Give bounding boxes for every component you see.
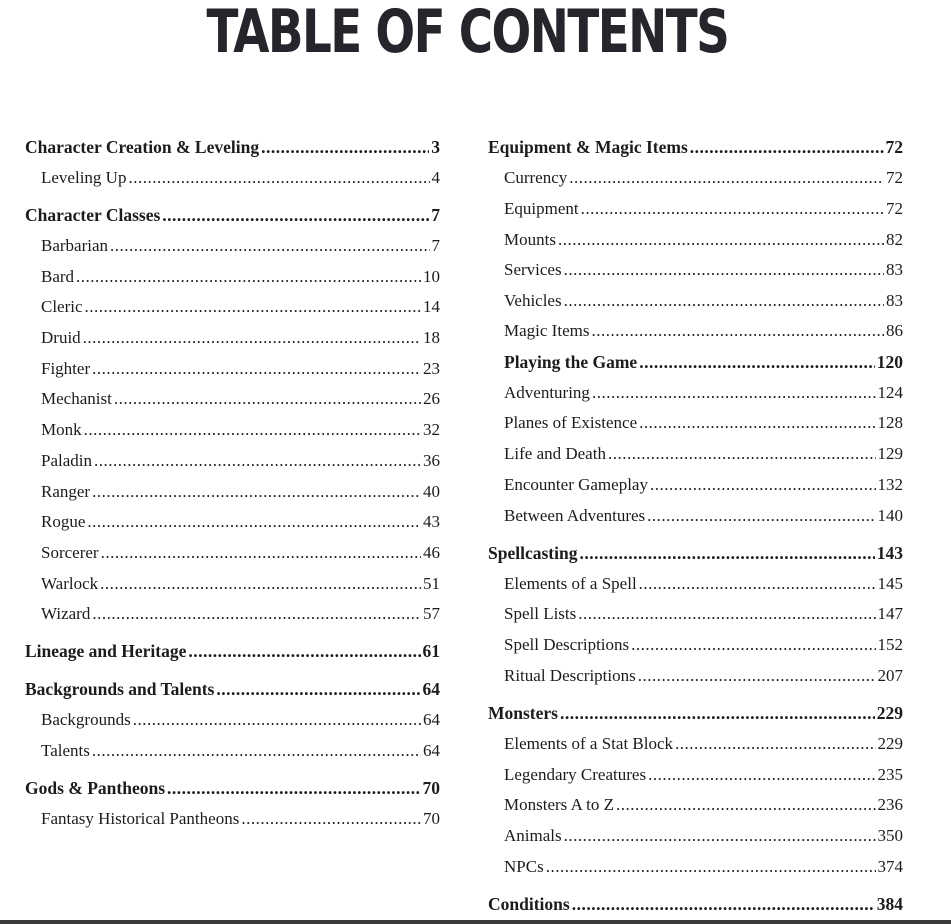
toc-entry-page-number: 4 [431, 168, 440, 187]
toc-subsection-entry[interactable] [25, 358, 440, 380]
toc-subsection-entry[interactable] [488, 290, 903, 312]
dot-leader [592, 382, 876, 404]
dot-leader [579, 542, 874, 564]
dot-leader [92, 358, 421, 380]
toc-entry-label: Gods & Pantheons [25, 778, 166, 798]
toc-entry-label: Paladin [41, 451, 92, 470]
toc-subsection-entry[interactable] [488, 733, 903, 755]
toc-subsection-entry[interactable] [488, 474, 903, 496]
toc-entry-page-number: 147 [877, 604, 903, 623]
bottom-divider [0, 920, 951, 924]
toc-entry-page-number: 86 [886, 321, 903, 340]
dot-leader [110, 235, 429, 257]
dot-leader [616, 794, 875, 816]
toc-entry-label: Character Classes [25, 205, 161, 225]
dot-leader [94, 450, 421, 472]
toc-entry-label: Animals [504, 826, 562, 845]
toc-entry-label: Lineage and Heritage [25, 641, 187, 661]
toc-subsection-entry[interactable] [488, 167, 903, 189]
toc-section-entry[interactable] [25, 136, 440, 158]
toc-entry-label: Backgrounds [41, 710, 131, 729]
toc-entry-label: Magic Items [504, 321, 590, 340]
toc-entry-page-number: 350 [877, 826, 903, 845]
toc-entry-label: Elements of a Spell [504, 574, 637, 593]
toc-entry-page-number: 83 [886, 291, 903, 310]
toc-entry-label: Playing the Game [504, 352, 638, 372]
dot-leader [261, 136, 429, 158]
toc-entry-page-number: 23 [423, 359, 440, 378]
toc-entry-page-number: 128 [877, 413, 903, 432]
dot-leader [84, 419, 421, 441]
toc-section-entry[interactable] [25, 640, 440, 662]
dot-leader [564, 259, 884, 281]
toc-entry-label: Vehicles [504, 291, 562, 310]
toc-section-entry[interactable] [488, 702, 903, 724]
toc-subsection-entry[interactable] [488, 634, 903, 656]
toc-subsection-entry[interactable] [488, 351, 903, 373]
toc-entry-label: Mounts [504, 230, 556, 249]
toc-entry-label: Talents [41, 741, 90, 760]
toc-entry-page-number: 36 [423, 451, 440, 470]
dot-leader [133, 709, 421, 731]
toc-entry-label: Legendary Creatures [504, 765, 647, 784]
toc-subsection-entry[interactable] [25, 235, 440, 257]
toc-entry-label: Mechanist [41, 389, 112, 408]
toc-subsection-entry[interactable] [25, 709, 440, 731]
toc-subsection-entry[interactable] [488, 764, 903, 786]
toc-entry-label: Spell Descriptions [504, 635, 630, 654]
toc-entry-label: Conditions [488, 894, 570, 914]
dot-leader [631, 634, 875, 656]
dot-leader [76, 266, 421, 288]
page-title: TABLE OF CONTENTS [206, 0, 729, 67]
dot-leader [162, 204, 429, 226]
dot-leader [560, 702, 875, 724]
toc-subsection-entry[interactable] [488, 665, 903, 687]
toc-entry-page-number: 235 [877, 765, 903, 784]
toc-entry-label: Cleric [41, 297, 83, 316]
toc-entry-label: Spellcasting [488, 543, 578, 563]
dot-leader [650, 474, 876, 496]
toc-entry-page-number: 145 [877, 574, 903, 593]
dot-leader [572, 893, 875, 915]
dot-leader [546, 856, 876, 878]
toc-entry-page-number: 7 [431, 236, 440, 255]
toc-entry-label: NPCs [504, 857, 544, 876]
toc-subsection-entry[interactable] [488, 603, 903, 625]
toc-entry-page-number: 124 [877, 383, 903, 402]
toc-entry-page-number: 57 [423, 604, 440, 623]
toc-subsection-entry[interactable] [25, 511, 440, 533]
toc-subsection-entry[interactable] [488, 320, 903, 342]
toc-subsection-entry[interactable] [25, 603, 440, 625]
toc-entry-label: Bard [41, 267, 75, 286]
toc-entry-page-number: 229 [876, 703, 903, 723]
toc-entry-page-number: 129 [877, 444, 903, 463]
toc-entry-label: Monsters A to Z [504, 795, 615, 814]
toc-entry-page-number: 152 [877, 635, 903, 654]
toc-entry-label: Equipment & Magic Items [488, 137, 688, 157]
toc-subsection-entry[interactable] [488, 825, 903, 847]
dot-leader [188, 640, 420, 662]
dot-leader [639, 412, 875, 434]
toc-entry-page-number: 10 [423, 267, 440, 286]
toc-section-entry[interactable] [488, 893, 903, 915]
toc-entry-page-number: 51 [423, 574, 440, 593]
toc-subsection-entry[interactable] [488, 259, 903, 281]
toc-entry-label: Rogue [41, 512, 86, 531]
toc-entry-page-number: 72 [885, 137, 903, 157]
toc-subsection-entry[interactable] [488, 573, 903, 595]
dot-leader [648, 764, 875, 786]
toc-subsection-entry[interactable] [25, 327, 440, 349]
toc-subsection-entry[interactable] [25, 167, 440, 189]
toc-entry-page-number: 132 [877, 475, 903, 494]
dot-leader [87, 511, 421, 533]
dot-leader [638, 665, 876, 687]
dot-leader [564, 825, 876, 847]
dot-leader [675, 733, 875, 755]
toc-entry-page-number: 26 [423, 389, 440, 408]
toc-entry-label: Wizard [41, 604, 91, 623]
toc-entry-page-number: 83 [886, 260, 903, 279]
dot-leader [578, 603, 875, 625]
dot-leader [92, 481, 421, 503]
toc-section-entry[interactable] [25, 678, 440, 700]
toc-entry-label: Planes of Existence [504, 413, 638, 432]
toc-entry-label: Life and Death [504, 444, 606, 463]
toc-subsection-entry[interactable] [25, 419, 440, 441]
toc-entry-label: Ranger [41, 482, 91, 501]
toc-entry-page-number: 70 [423, 809, 440, 828]
dot-leader [85, 296, 421, 318]
toc-subsection-entry[interactable] [488, 229, 903, 251]
toc-entry-label: Services [504, 260, 562, 279]
dot-leader [216, 678, 420, 700]
dot-leader [564, 290, 884, 312]
toc-entry-label: Spell Lists [504, 604, 577, 623]
toc-entry-label: Ritual Descriptions [504, 666, 636, 685]
toc-entry-label: Adventuring [504, 383, 590, 402]
dot-leader [92, 603, 421, 625]
toc-subsection-entry[interactable] [488, 198, 903, 220]
dot-leader [647, 505, 875, 527]
toc-section-entry[interactable] [488, 542, 903, 564]
dot-leader [639, 573, 876, 595]
dot-leader [569, 167, 884, 189]
toc-subsection-entry[interactable] [488, 856, 903, 878]
toc-entry-label: Monk [41, 420, 82, 439]
toc-section-entry[interactable] [488, 136, 903, 158]
toc-entry-page-number: 32 [423, 420, 440, 439]
toc-entry-label: Fighter [41, 359, 91, 378]
dot-leader [639, 351, 875, 373]
toc-subsection-entry[interactable] [25, 481, 440, 503]
toc-entry-label: Elements of a Stat Block [504, 734, 674, 753]
toc-subsection-entry[interactable] [25, 808, 440, 830]
toc-entry-label: Barbarian [41, 236, 109, 255]
dot-leader [167, 777, 420, 799]
toc-entry-label: Encounter Gameplay [504, 475, 648, 494]
toc-entry-page-number: 374 [877, 857, 903, 876]
dot-leader [92, 740, 421, 762]
dot-leader [581, 198, 884, 220]
toc-entry-page-number: 46 [423, 543, 440, 562]
toc-subsection-entry[interactable] [25, 450, 440, 472]
toc-entry-page-number: 207 [877, 666, 903, 685]
toc-entry-page-number: 236 [877, 795, 903, 814]
toc-entry-label: Currency [504, 168, 568, 187]
toc-entry-page-number: 384 [876, 894, 903, 914]
toc-entry-page-number: 14 [423, 297, 440, 316]
toc-entry-label: Monsters [488, 703, 558, 723]
toc-entry-page-number: 229 [877, 734, 903, 753]
toc-entry-label: Sorcerer [41, 543, 99, 562]
toc-entry-page-number: 82 [886, 230, 903, 249]
toc-entry-label: Backgrounds and Talents [25, 679, 215, 699]
dot-leader [241, 808, 421, 830]
toc-entry-page-number: 3 [431, 137, 440, 157]
dot-leader [608, 443, 876, 465]
dot-leader [558, 229, 884, 251]
toc-subsection-entry[interactable] [488, 794, 903, 816]
toc-section-entry[interactable] [25, 777, 440, 799]
toc-entry-page-number: 72 [886, 168, 903, 187]
toc-subsection-entry[interactable] [488, 443, 903, 465]
dot-leader [100, 573, 421, 595]
dot-leader [128, 167, 429, 189]
toc-entry-label: Equipment [504, 199, 579, 218]
toc-entry-label: Between Adventures [504, 506, 646, 525]
toc-entry-label: Character Creation & Leveling [25, 137, 260, 157]
toc-entry-page-number: 43 [423, 512, 440, 531]
toc-entry-page-number: 7 [431, 205, 440, 225]
toc-entry-page-number: 40 [423, 482, 440, 501]
toc-entry-page-number: 18 [423, 328, 440, 347]
toc-subsection-entry[interactable] [25, 388, 440, 410]
toc-entry-label: Druid [41, 328, 81, 347]
dot-leader [690, 136, 884, 158]
toc-subsection-entry[interactable] [488, 412, 903, 434]
toc-subsection-entry[interactable] [25, 296, 440, 318]
toc-subsection-entry[interactable] [25, 266, 440, 288]
toc-entry-page-number: 143 [876, 543, 903, 563]
toc-entry-page-number: 140 [877, 506, 903, 525]
dot-leader [101, 542, 421, 564]
toc-entry-page-number: 64 [422, 679, 440, 699]
dot-leader [591, 320, 884, 342]
toc-entry-label: Warlock [41, 574, 99, 593]
toc-section-entry[interactable] [25, 204, 440, 226]
dot-leader [114, 388, 421, 410]
toc-entry-label: Leveling Up [41, 168, 127, 187]
toc-subsection-entry[interactable] [25, 573, 440, 595]
toc-subsection-entry[interactable] [25, 740, 440, 762]
toc-entry-label: Fantasy Historical Pantheons [41, 809, 240, 828]
toc-entry-page-number: 120 [876, 352, 903, 372]
toc-entry-page-number: 61 [422, 641, 440, 661]
toc-entry-page-number: 72 [886, 199, 903, 218]
toc-entry-page-number: 70 [422, 778, 440, 798]
toc-entry-page-number: 64 [423, 741, 440, 760]
toc-subsection-entry[interactable] [25, 542, 440, 564]
toc-entry-page-number: 64 [423, 710, 440, 729]
toc-subsection-entry[interactable] [488, 505, 903, 527]
toc-subsection-entry[interactable] [488, 382, 903, 404]
dot-leader [83, 327, 421, 349]
